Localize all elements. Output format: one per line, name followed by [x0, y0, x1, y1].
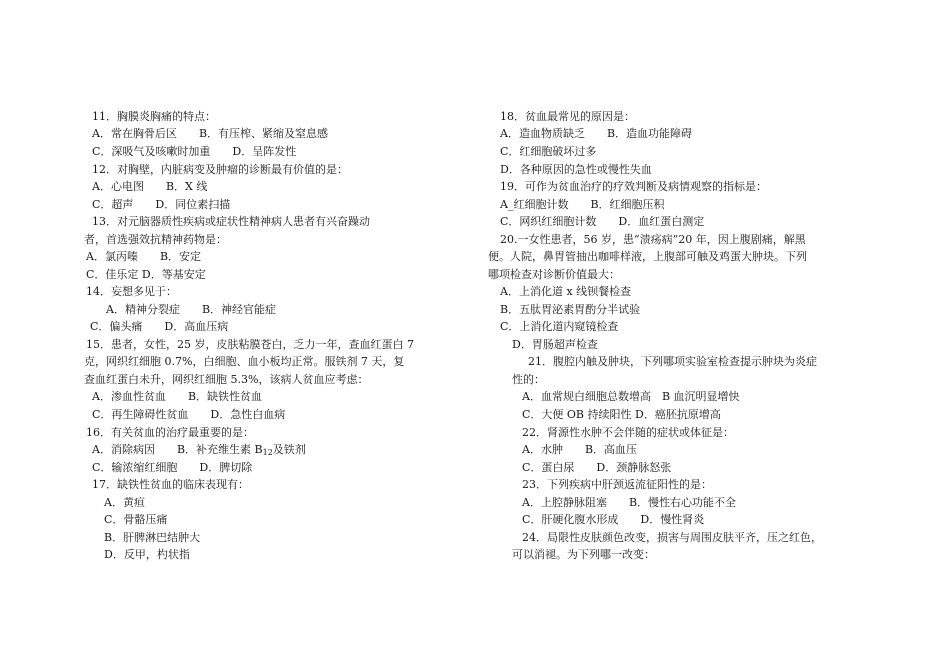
question-15-stem-line1: 15．患者，女性，25 岁，皮肤粘膜苍白，乏力一年，查血红蛋白 7: [86, 338, 414, 351]
question-18-option-d: D．各种原因的急性或慢性失血: [500, 163, 652, 176]
question-19-stem: 19．可作为贫血治疗的疗效判断及病情观察的指标是：: [500, 180, 767, 193]
question-20-option-a: A．上消化道 x 线钡餐检查: [500, 285, 632, 298]
question-23-options-cd: C．肝硬化腹水形成 D．慢性肾炎: [522, 513, 705, 526]
question-15-stem-line3: 查血红蛋白未升，网织红细胞 5.3%，该病人贫血应考虑：: [84, 373, 369, 386]
question-12-options-ab: A．心电图 B．X 线: [92, 180, 208, 193]
question-18-option-c: C．红细胞破坏过多: [500, 145, 597, 158]
question-20-stem-line1: 20.一女性患者，56 岁，患“溃疡病”20 年，因上腹剧痛，解黑: [500, 233, 806, 246]
question-14-options-ab: A．精神分裂症 B．神经官能症: [106, 303, 277, 316]
question-21-stem-line2: 性的：: [512, 373, 545, 386]
question-21-stem-line1: 21．腹腔内触及肿块，下列哪项实验室检查提示肿块为炎症: [528, 355, 817, 368]
question-20-option-b: B．五肽胃泌素胃酌分半试验: [500, 303, 641, 316]
question-17-option-c: C．骨骼压痛: [104, 513, 168, 526]
question-16-option-b-suffix: 及铁剂: [272, 443, 306, 456]
question-20-option-c: C．上消化道内窥镜检查: [500, 320, 619, 333]
question-17-option-a: A．黄疸: [104, 496, 145, 509]
question-16-option-b-text: A．消除病因 B．补充维生素 B: [92, 443, 263, 456]
question-18-stem: 18．贫血最常见的原因是：: [500, 110, 635, 123]
question-11-options-cd: C．深吸气及咳嗽时加重 D．呈阵发性: [92, 145, 297, 158]
question-12-options-cd: C．超声 D．同位素扫描: [92, 198, 231, 211]
question-12-stem: 12．对胸壁，内脏病变及肿瘤的诊断最有价值的是：: [92, 163, 348, 176]
question-14-options-cd: C．偏头痛 D．高血压病: [90, 320, 229, 333]
question-13-stem-line2: 者，首选强效抗精神药物是：: [84, 233, 227, 246]
question-13-stem-line1: 13．对元脑器质性疾病或症状性精神病人患者有兴奋躁动: [92, 215, 370, 228]
question-20-option-d: D．胃肠超声检查: [512, 338, 598, 351]
question-16-options-cd: C．输浓缩红细胞 D．脾切除: [92, 461, 253, 474]
question-16-subscript: 12: [262, 448, 273, 457]
question-13-options-cd: C．佳乐定 D．等基安定: [86, 268, 206, 281]
question-19-options-cd: C．网织红细胞计数 D．血红蛋白测定: [500, 215, 705, 228]
question-15-options-ab: A．渗血性贫血 B．缺铁性贫血: [92, 390, 263, 403]
question-21-options-cd: C．大便 OB 持续阳性 D．癌胚抗原增高: [522, 408, 721, 421]
question-17-option-d: D．反甲，杓状指: [104, 548, 190, 561]
question-15-options-cd: C．再生障碍性贫血 D．急性白血病: [92, 408, 286, 421]
question-20-stem-line3: 哪项检查对诊断价值最大：: [488, 268, 620, 281]
question-23-options-ab: A．上腔静脉阻塞 B．慢性右心功能不全: [522, 496, 737, 509]
question-15-stem-line2: 克，网织红细胞 0.7%，白细胞、血小板均正常。服铁剂 7 天，复: [84, 355, 405, 368]
question-14-stem: 14．妄想多见于：: [86, 285, 177, 298]
question-22-options-ab: A．水肿 B．高血压: [522, 443, 638, 456]
question-21-options-ab: A．血常规白细胞总数增高 B 血沉明显增快: [522, 390, 740, 403]
question-11-options-ab: A．常在胸骨后区 B．有压榨、紧缩及窒息感: [92, 127, 329, 140]
question-22-stem: 22．肾源性水肿不会伴随的症状或体征是：: [522, 426, 734, 439]
question-13-options-ab: A．氯丙嗪 B．安定: [86, 250, 202, 263]
question-19-options-ab: A_红细胞计数 B．红细胞压积: [500, 198, 665, 211]
question-24-stem-line2: 可以消褪。为下列哪一改变：: [512, 548, 655, 561]
question-18-options-ab: A．造血物质缺乏 B．造血功能障碍: [500, 127, 693, 140]
question-22-options-cd: C．蛋白尿 D．颈静脉怒张: [522, 461, 672, 474]
question-16-stem: 16．有关贫血的治疗最重要的是：: [86, 426, 254, 439]
question-17-option-b: B．肝脾淋巴结肿大: [104, 531, 201, 544]
question-23-stem: 23．下列疾病中肝颈返流征阳性的是：: [522, 478, 712, 491]
question-11-stem: 11．胸膜炎胸痛的特点：: [92, 110, 216, 123]
question-24-stem-line1: 24．局限性皮肤颜色改变，损害与周围皮肤平齐，压之红色，: [522, 531, 822, 544]
question-17-stem: 17．缺铁性贫血的临床表现有：: [92, 478, 249, 491]
question-20-stem-line2: 便。人院，鼻胃管抽出咖啡样液，上腹部可触及鸡蛋大肿块。下列: [488, 250, 807, 263]
